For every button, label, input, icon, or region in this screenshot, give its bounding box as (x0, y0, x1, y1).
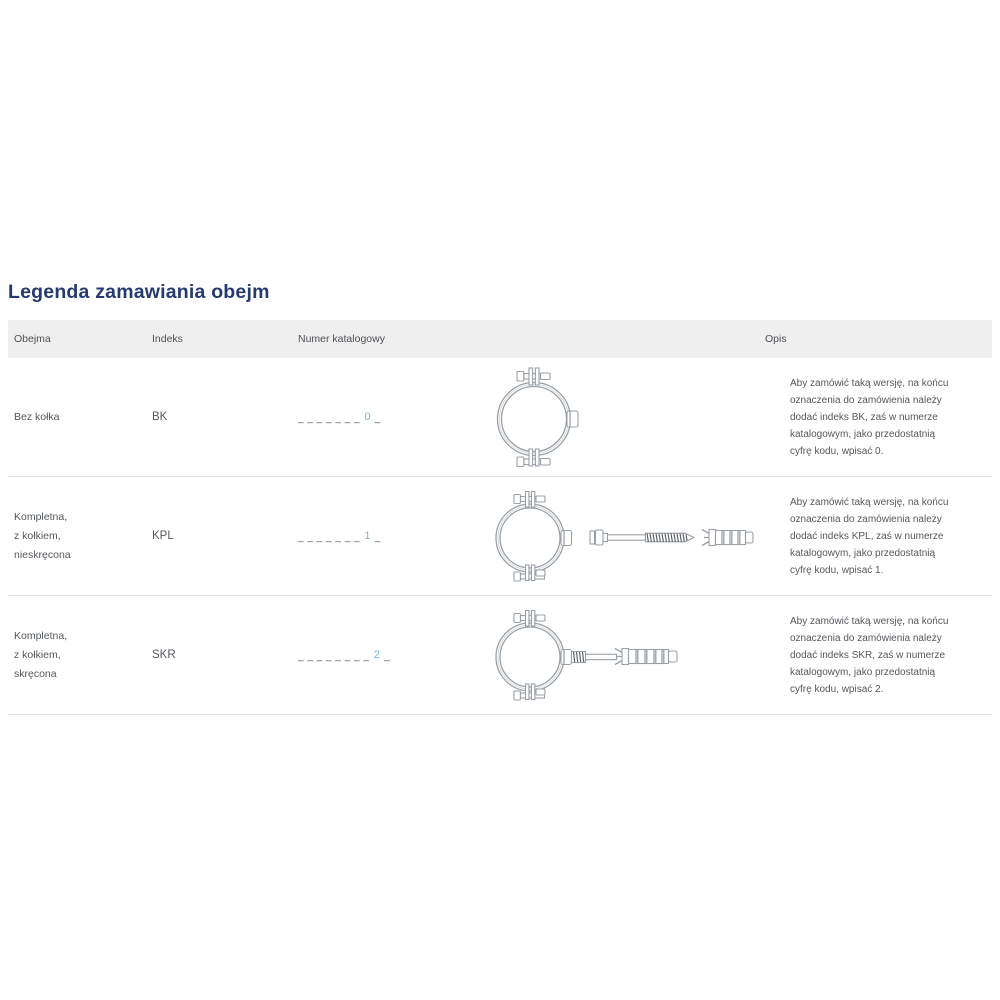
clamp-type-label (8, 508, 152, 565)
clamp-type-line: Bez kołka (14, 410, 60, 423)
clamp-type-line: nieskręcona (14, 548, 71, 561)
catalog-number-mask (290, 408, 460, 426)
wall-plug (702, 530, 753, 546)
catalog-mask-before: _ _ _ _ _ _ _ (298, 413, 364, 424)
clamp-type-label (8, 408, 152, 427)
catalog-number-mask (290, 646, 460, 664)
pipe-clamp-bolt-plug-separate-illustration (482, 480, 754, 592)
screwed-in-hanger-bolt (572, 652, 617, 663)
illustration-cell (460, 361, 757, 473)
hanger-bolt (590, 530, 694, 545)
catalog-highlight-digit: 0 (364, 411, 371, 423)
clamp-order-legend-table (8, 320, 992, 715)
table-row-skr (8, 596, 992, 715)
clamp-band (496, 623, 564, 691)
clamp-type-line: z kołkiem, (14, 529, 61, 542)
column-header-obejma: Obejma (14, 333, 51, 345)
order-description: Aby zamówić taką wersję, na końcu oznaczenia do zamówienia należy dodać indeks BK, zaś w numerze katalogowym, jako przedostatnią cyfrę kodu, wpisać 0. (790, 377, 949, 457)
order-description: Aby zamówić taką wersję, na końcu oznaczenia do zamówienia należy dodać indeks KPL, zaś w numerze katalogowym, jako przedostatnią cyfrę kodu, wpisać 1. (790, 496, 949, 576)
clamp-type-label (8, 627, 152, 684)
clamp-top-bolt (514, 611, 545, 627)
wall-plug (615, 649, 677, 665)
catalog-mask-before: _ _ _ _ _ _ _ _ (298, 651, 373, 662)
pipe-clamp-illustration (482, 361, 586, 473)
clamp-band (498, 383, 571, 456)
catalog-highlight-digit: 1 (364, 530, 371, 542)
clamp-type-line: Kompletna, (14, 629, 68, 642)
column-header-indeks: Indeks (152, 333, 183, 345)
clamp-side-nut (561, 650, 572, 665)
clamp-side-nut (561, 531, 572, 546)
index-code: BK (152, 411, 168, 423)
catalog-mask-after: _ (371, 413, 381, 424)
table-header-row (8, 320, 992, 358)
page-title: Legenda zamawiania obejm (8, 281, 270, 303)
illustration-cell (460, 599, 757, 711)
table-row-kpl (8, 477, 992, 596)
clamp-type-line: Kompletna, (14, 510, 68, 523)
catalog-number-mask (290, 527, 460, 545)
catalog-mask-before: _ _ _ _ _ _ _ (298, 532, 364, 543)
column-header-numer-katalogowy: Numer katalogowy (298, 333, 385, 345)
column-header-opis: Opis (765, 333, 787, 345)
index-code: KPL (152, 530, 174, 542)
table-row-bk (8, 358, 992, 477)
index-code: SKR (152, 649, 176, 661)
clamp-top-bolt (514, 492, 545, 508)
catalog-mask-after: _ (371, 532, 381, 543)
clamp-side-nut (567, 411, 578, 427)
clamp-band (496, 504, 564, 572)
illustration-cell (460, 480, 757, 592)
pipe-clamp-bolt-plug-assembled-illustration (482, 599, 692, 711)
catalog-mask-after: _ (380, 651, 391, 662)
clamp-type-line: skręcona (14, 667, 57, 680)
clamp-type-line: z kołkiem, (14, 648, 61, 661)
catalog-highlight-digit: 2 (373, 649, 380, 661)
order-description: Aby zamówić taką wersję, na końcu oznaczenia do zamówienia należy dodać indeks SKR, zaś w numerze katalogowym, jako przedostatnią cyfrę kodu, wpisać 2. (790, 615, 949, 695)
